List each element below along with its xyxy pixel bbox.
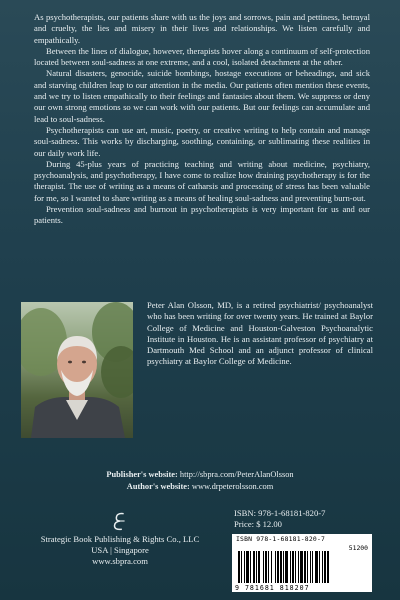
blurb-paragraph: As psychotherapists, our patients share with us the joys and sorrows, pain and pettiness, betrayal and cruelty, the lies and misery in their lives and relationships. We listen carefully and empathically. [34, 12, 370, 45]
barcode [232, 534, 372, 592]
barcode-bars [238, 551, 366, 583]
author-website-label: Author's website: [126, 482, 190, 491]
publisher-logo-icon [109, 510, 131, 532]
author-portrait-image [21, 302, 133, 438]
publisher-website-line [0, 469, 400, 481]
publisher-website-label: Publisher's website: [106, 470, 178, 479]
blurb-paragraph: Between the lines of dialogue, however, therapists hover along a continuum of self-protection located between soul-sadness at one extreme, and a cool, isolated detachment at the other. [34, 45, 370, 68]
isbn-price-block [234, 508, 325, 530]
blurb-paragraph: During 45-plus years of practicing teaching and writing about medicine, psychiatry, psychoanalysis, and psychotherapy, I have come to realize how draining psychotherapy is for the therapist. The use of writing as a means of catharsis and processing of stress has been valuable for me, so I wanted to share writing as a means of healing soul-sadness and preventing burn-out. [34, 158, 370, 203]
isbn-text: ISBN: 978-1-68181-820-7 [234, 508, 326, 518]
price-text: Price: $ 12.00 [234, 519, 282, 529]
publisher-name: Strategic Book Publishing & Rights Co., LLC [40, 534, 200, 544]
blurb-paragraph: Psychotherapists can use art, music, poetry, or creative writing to help contain and manage soul-sadness. This works by discharging, soothing, containing, or sublimating these realities in our daily work life. [34, 124, 370, 158]
publisher-url[interactable]: www.sbpra.com [92, 556, 148, 566]
publisher-block [30, 510, 210, 567]
barcode-digits: 9 781681 818207 [235, 584, 310, 592]
barcode-price-code: 51200 [348, 544, 368, 552]
author-bio: Peter Alan Olsson, MD, is a retired psychiatrist/ psychoanalyst who has been writing for over twenty years. He trained at Baylor College of Medicine and Houston-Galveston Psychoanalytic Institute in Houston. He is an assistant professor of psychiatry at Dartmouth Med School and an adjunct professor of clinical psychiatry at Baylor College of Medicine. [147, 300, 373, 367]
blurb [34, 12, 370, 227]
blurb-paragraph: Natural disasters, genocide, suicide bombings, hostage executions or beheadings, and sick and starving children leap to our attention in the media. Our patients often mention these events, and we try to listen empathically to their feelings and fantasies about them. We suppress or deny our own strong emotions so we can work with our patients. But our feelings can accumulate and lead to soul-sadness. [34, 68, 370, 124]
publisher-location: USA | Singapore [91, 545, 149, 555]
barcode-isbn-label: ISBN 978-1-68181-820-7 [236, 535, 326, 543]
author-website-line [0, 481, 400, 493]
author-photo [21, 302, 133, 438]
blurb-paragraph: Prevention soul-sadness and burnout in psychotherapists is very important for us and our patients. [34, 204, 370, 226]
author-website-link[interactable]: www.drpeterolsson.com [191, 482, 274, 491]
publisher-website-link[interactable]: http://sbpra.com/PeterAlanOlsson [179, 470, 294, 479]
